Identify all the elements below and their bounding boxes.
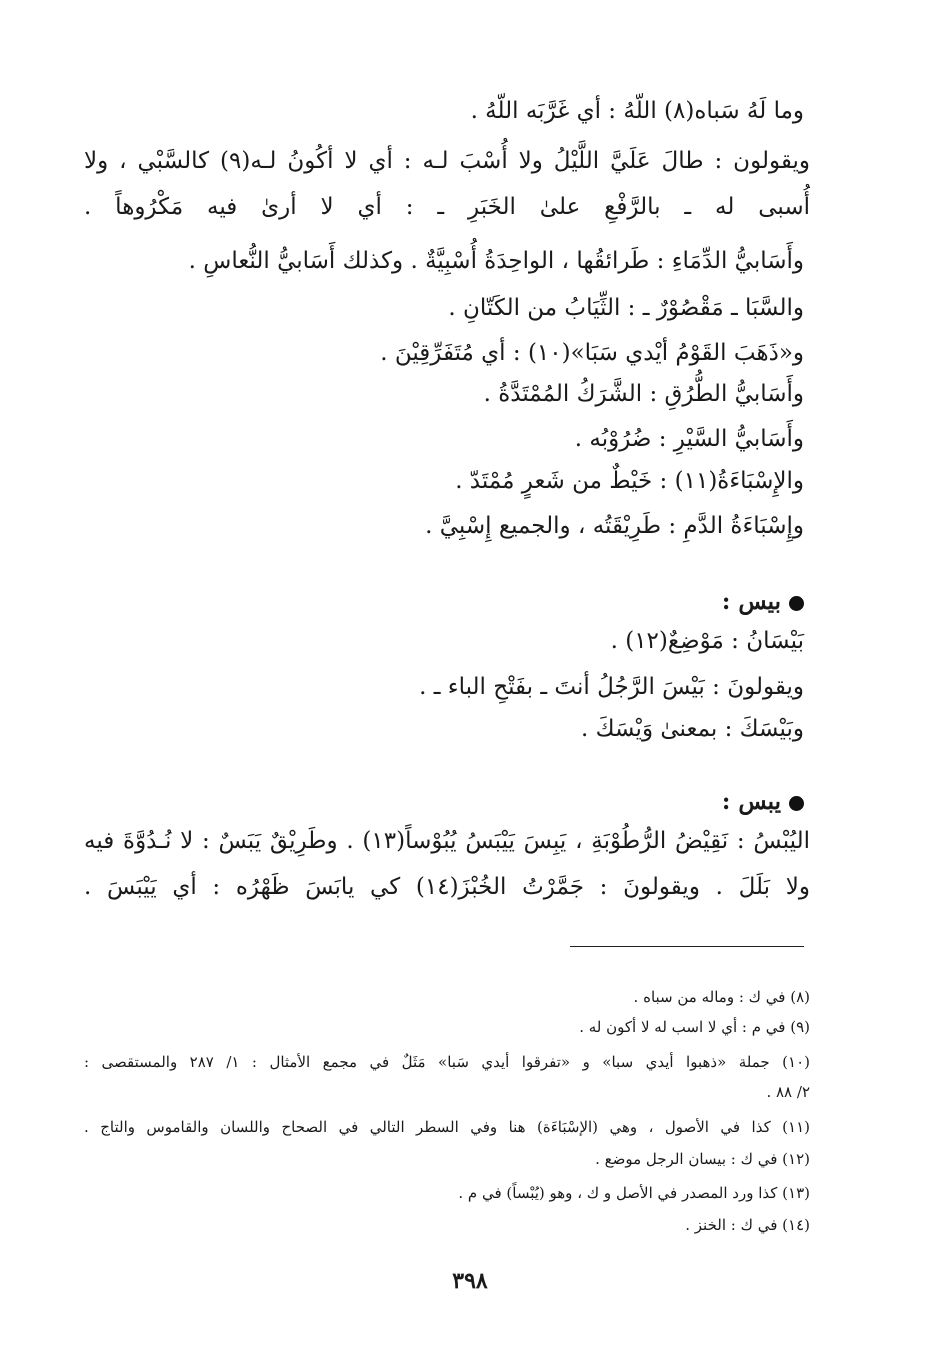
section-heading-bys <box>722 590 804 613</box>
body-line: أُسبى له ـ بالرَّفْعِ علىٰ الخَبَرِ ـ : أي لا أرىٰ فيه مَكْرُوهاً . <box>84 194 810 220</box>
section-heading-label: بيس : <box>721 588 781 615</box>
body-line: وأَسَابيُّ الدِّمَاءِ : طَرائقُها ، الواحِدَةُ أُسْبِيَّةٌ . وكذلك أَسَابيُّ النُّعاسِ . <box>188 248 804 274</box>
body-line: ولا بَلَلَ . ويقولونَ : جَمَّرْتُ الخُبْزَ(١٤) كي يابَسَ ظَهْرُه : أي يَيْبَسَ . <box>84 874 810 900</box>
body-line: و«ذَهَبَ القَوْمُ أيْدي سَبَا»(١٠) : أي مُتَفَرِّقِيْنَ . <box>380 340 804 366</box>
footnote: (١٢) في ك : بيسان الرجل موضع . <box>595 1150 810 1168</box>
body-line: وما لَهُ سَباه(٨) اللّهُ : أي غَرَّبَه اللّهُ . <box>470 98 804 124</box>
footnote-divider <box>570 946 804 947</box>
body-line: والسَّبَا ـ مَقْصُوْرٌ ـ : الثِّيَابُ من الكَتّانِ . <box>448 295 804 321</box>
footnote: (١٠) جملة «ذهبوا أيدي سبا» و «تفرقوا أيدي سَبا» مَثَلٌ في مجمع الأمثال : ١/ ٢٨٧ والمستقصى : <box>84 1053 811 1071</box>
body-line: وإِسْبَاءَةُ الدَّمِ : طَرِيْقَتُه ، والجميع إِسْبِيَّ . <box>425 513 804 539</box>
body-line: ويقولونَ : بَيْسَ الرَّجُلُ أنتَ ـ بفَتْحِ الباء ـ . <box>419 674 804 700</box>
body-line: وبَيْسَكَ : بمعنىٰ وَيْسَكَ . <box>581 716 804 742</box>
body-line: وأَسَابيُّ الطُّرُقِ : الشَّرَكُ المُمْتَدَّةُ . <box>483 381 804 407</box>
section-heading-label: يبس : <box>721 788 781 815</box>
body-line: ويقولون : طالَ عَلَيَّ اللَّيْلُ ولا أُسْبَ لـه : أي لا أكُونُ لـه(٩) كالسَّبْي ، ولا <box>84 148 810 174</box>
page-number: ٣٩٨ <box>452 1268 488 1294</box>
footnote: (٨) في ك : وماله من سباه . <box>633 988 810 1006</box>
footnote: (٩) في م : أي لا اسب له لا أكون له . <box>579 1018 810 1036</box>
body-line: والإِسْبَاءَةُ(١١) : خَيْطٌ من شَعرٍ مُمْتَدّ . <box>455 468 804 494</box>
footnote: (١١) كذا في الأصول ، وهي (الإسْبَاءَة) هنا وفي السطر التالي في الصحاح واللسان والقاموس والتاج . <box>84 1118 810 1136</box>
body-line: اليُبْسُ : نَقِيْضُ الرُّطُوْبَةِ ، يَبِسَ يَيْبَسُ يُبُوْساً(١٣) . وطَرِيْقٌ يَبَسٌ : لا نُـدُوَّةَ فيه <box>84 828 810 854</box>
footnote: ٢/ ٨٨ . <box>766 1083 810 1101</box>
bullet-icon <box>789 796 804 811</box>
footnote: (١٤) في ك : الخنز . <box>685 1216 810 1234</box>
bullet-icon <box>789 596 804 611</box>
section-heading-ybs <box>722 790 804 813</box>
body-line: بَيْسَانُ : مَوْضِعٌ(١٢) . <box>610 628 804 654</box>
body-line: وأَسَابيُّ السَّيْرِ : ضُرُوْبُه . <box>574 426 804 452</box>
footnote: (١٣) كذا ورد المصدر في الأصل و ك ، وهو (يُبْساً) في م . <box>458 1184 810 1202</box>
